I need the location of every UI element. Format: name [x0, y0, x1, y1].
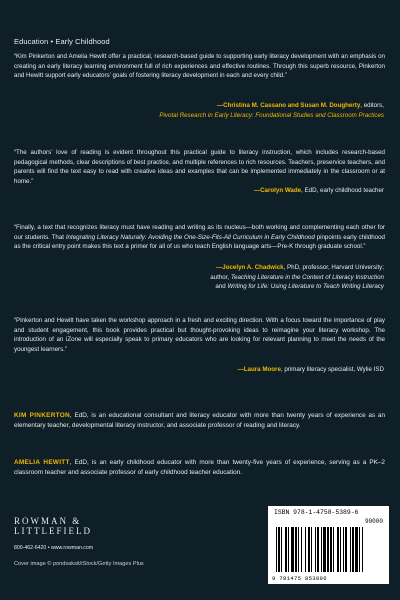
praise-attribution-1	[54, 101, 384, 120]
barcode-bar	[295, 527, 297, 572]
barcode-bar	[315, 527, 316, 572]
author-bio-text-1: , EdD, is an educational consultant and literacy educator with more than twenty years of experience as an elementary teacher, developmental literacy instructor, and associate professor of reading and literacy.	[14, 412, 385, 429]
barcode-bar	[352, 527, 354, 572]
barcode-bar	[305, 527, 306, 572]
barcode-bar	[333, 527, 334, 572]
praise-3-book-2: Writing for Life: Using Literature to Teach Writing Literacy	[227, 283, 384, 291]
author-bio-2	[14, 458, 385, 478]
publisher-contact: 800-462-6420 • www.rowman.com	[14, 545, 94, 551]
barcode-bar	[276, 527, 277, 572]
barcode-bar	[308, 527, 310, 572]
praise-quote-3	[14, 223, 385, 252]
praise-author-title-1: , editors,	[360, 102, 384, 109]
barcode-bar	[327, 527, 329, 572]
author-bio-text-2: , EdD, is an early childhood educator with more than twenty-five years of experience, serving as a PK–2 classroom teacher and associate professor of early childhood teacher education.	[14, 459, 385, 476]
praise-attribution-4	[54, 365, 384, 375]
barcode-bar	[281, 527, 282, 572]
barcode-bar	[311, 527, 312, 572]
barcode-bar	[340, 527, 341, 572]
praise-author-title-2: , EdD, early childhood teacher	[301, 187, 384, 194]
barcode-bar	[323, 527, 326, 572]
praise-quote-1: “Kim Pinkerton and Amelia Hewitt offer a practical, research-based guide to supporting early literacy development with an emphasis on creating an early literacy learning environment full of rich experiences and effective routines. Through this superb resource, Pinkerton and Hewitt support early educators’ goals of fostering literacy development in each and every child.”	[14, 53, 385, 80]
author-name-1: KIM PINKERTON	[14, 412, 70, 419]
barcode-bar	[317, 527, 319, 572]
praise-source-1: Pivotal Research in Early Literacy: Foundational Studies and Classroom Practices	[159, 111, 384, 119]
barcode-bar	[345, 527, 347, 572]
barcode-bar	[321, 527, 322, 572]
praise-author-1: —Christina M. Cassano and Susan M. Dougherty	[216, 102, 361, 109]
barcode-bar	[359, 527, 360, 572]
category-label: Education • Early Childhood	[14, 37, 110, 46]
praise-3-book-1: Teaching Literature in the Context of Literacy Instruction	[230, 273, 384, 281]
praise-quote-3-part-b: pinpoints early childhood as the critical entry point makes this text a primer for all of us who teach English language arts—Pre-K through graduate school.”	[14, 233, 386, 251]
praise-author-title-4: , primary literacy specialist, Wylie ISD	[280, 366, 384, 373]
barcode-bar	[278, 527, 280, 572]
barcode-bar	[298, 527, 299, 572]
cover-image-credit: Cover image © pondsaksit/iStock/Getty Images Plus	[14, 561, 144, 567]
barcode-bar	[301, 527, 302, 572]
publisher-logo-line-2: LITTLEFIELD	[14, 526, 92, 536]
barcode-bar	[337, 527, 339, 572]
isbn-barcode	[268, 506, 389, 584]
praise-attribution-2	[54, 186, 384, 196]
publisher-logo	[14, 516, 92, 536]
barcode-bars	[274, 527, 383, 574]
isbn-number: ISBN 978-1-4758-5389-6	[274, 509, 359, 516]
praise-3-and-prefix: and	[215, 283, 228, 291]
praise-quote-4: “Pinkerton and Hewitt have taken the workshop approach in a fresh and exciting direction. With a focus toward the importance of play and student engagement, this book provides practical but thought-provoking ideas to reimagine your literacy workshop. The introduction of an iZone will especially speak to primary educators who are looking for relevant planning to meet the needs of the youngest learners.”	[14, 317, 385, 353]
praise-quote-3-part-a: “Finally, a text that recognizes literacy must have reading and writing as its nucleus—both working and complementing each other for our students. That	[14, 224, 385, 241]
publisher-logo-line-1: ROWMAN &	[14, 516, 82, 526]
praise-attribution-3	[54, 263, 384, 292]
barcode-bar	[330, 527, 332, 572]
praise-author-2: —Carolyn Wade	[253, 187, 302, 194]
author-name-2: AMELIA HEWITT	[14, 459, 70, 466]
praise-quote-2: “The authors’ love of reading is evident throughout this practical guide to literacy instruction, which includes research-based pedagogical methods, clear descriptions of best practice, and multiple references to rich resources. Teachers, preservice teachers, and parents will find the text easy to read with creative ideas and examples that can be implemented immediately in the classroom or at home.”	[14, 149, 385, 185]
barcode-bar	[288, 527, 289, 572]
barcode-bar	[285, 527, 287, 572]
praise-author-3: —Jocelyn A. Chadwick	[216, 264, 284, 271]
praise-quote-3-book-title: Integrating Literacy Naturally: Avoiding the One-Size-Fits-All Curriculum in Early Childhood	[65, 233, 315, 241]
barcode-digits: 9 781475 853896	[272, 575, 327, 582]
praise-3-author-prefix: author,	[210, 273, 231, 281]
price-code: 90000	[364, 518, 383, 525]
barcode-bar	[350, 527, 351, 572]
praise-author-title-3: , PhD, professor, Harvard University;	[283, 264, 384, 271]
author-bio-1	[14, 411, 385, 431]
barcode-bar	[355, 527, 358, 572]
barcode-bar	[291, 527, 294, 572]
praise-author-4: —Laura Moore	[237, 366, 281, 373]
barcode-bar	[362, 527, 363, 572]
barcode-bar	[343, 527, 344, 572]
